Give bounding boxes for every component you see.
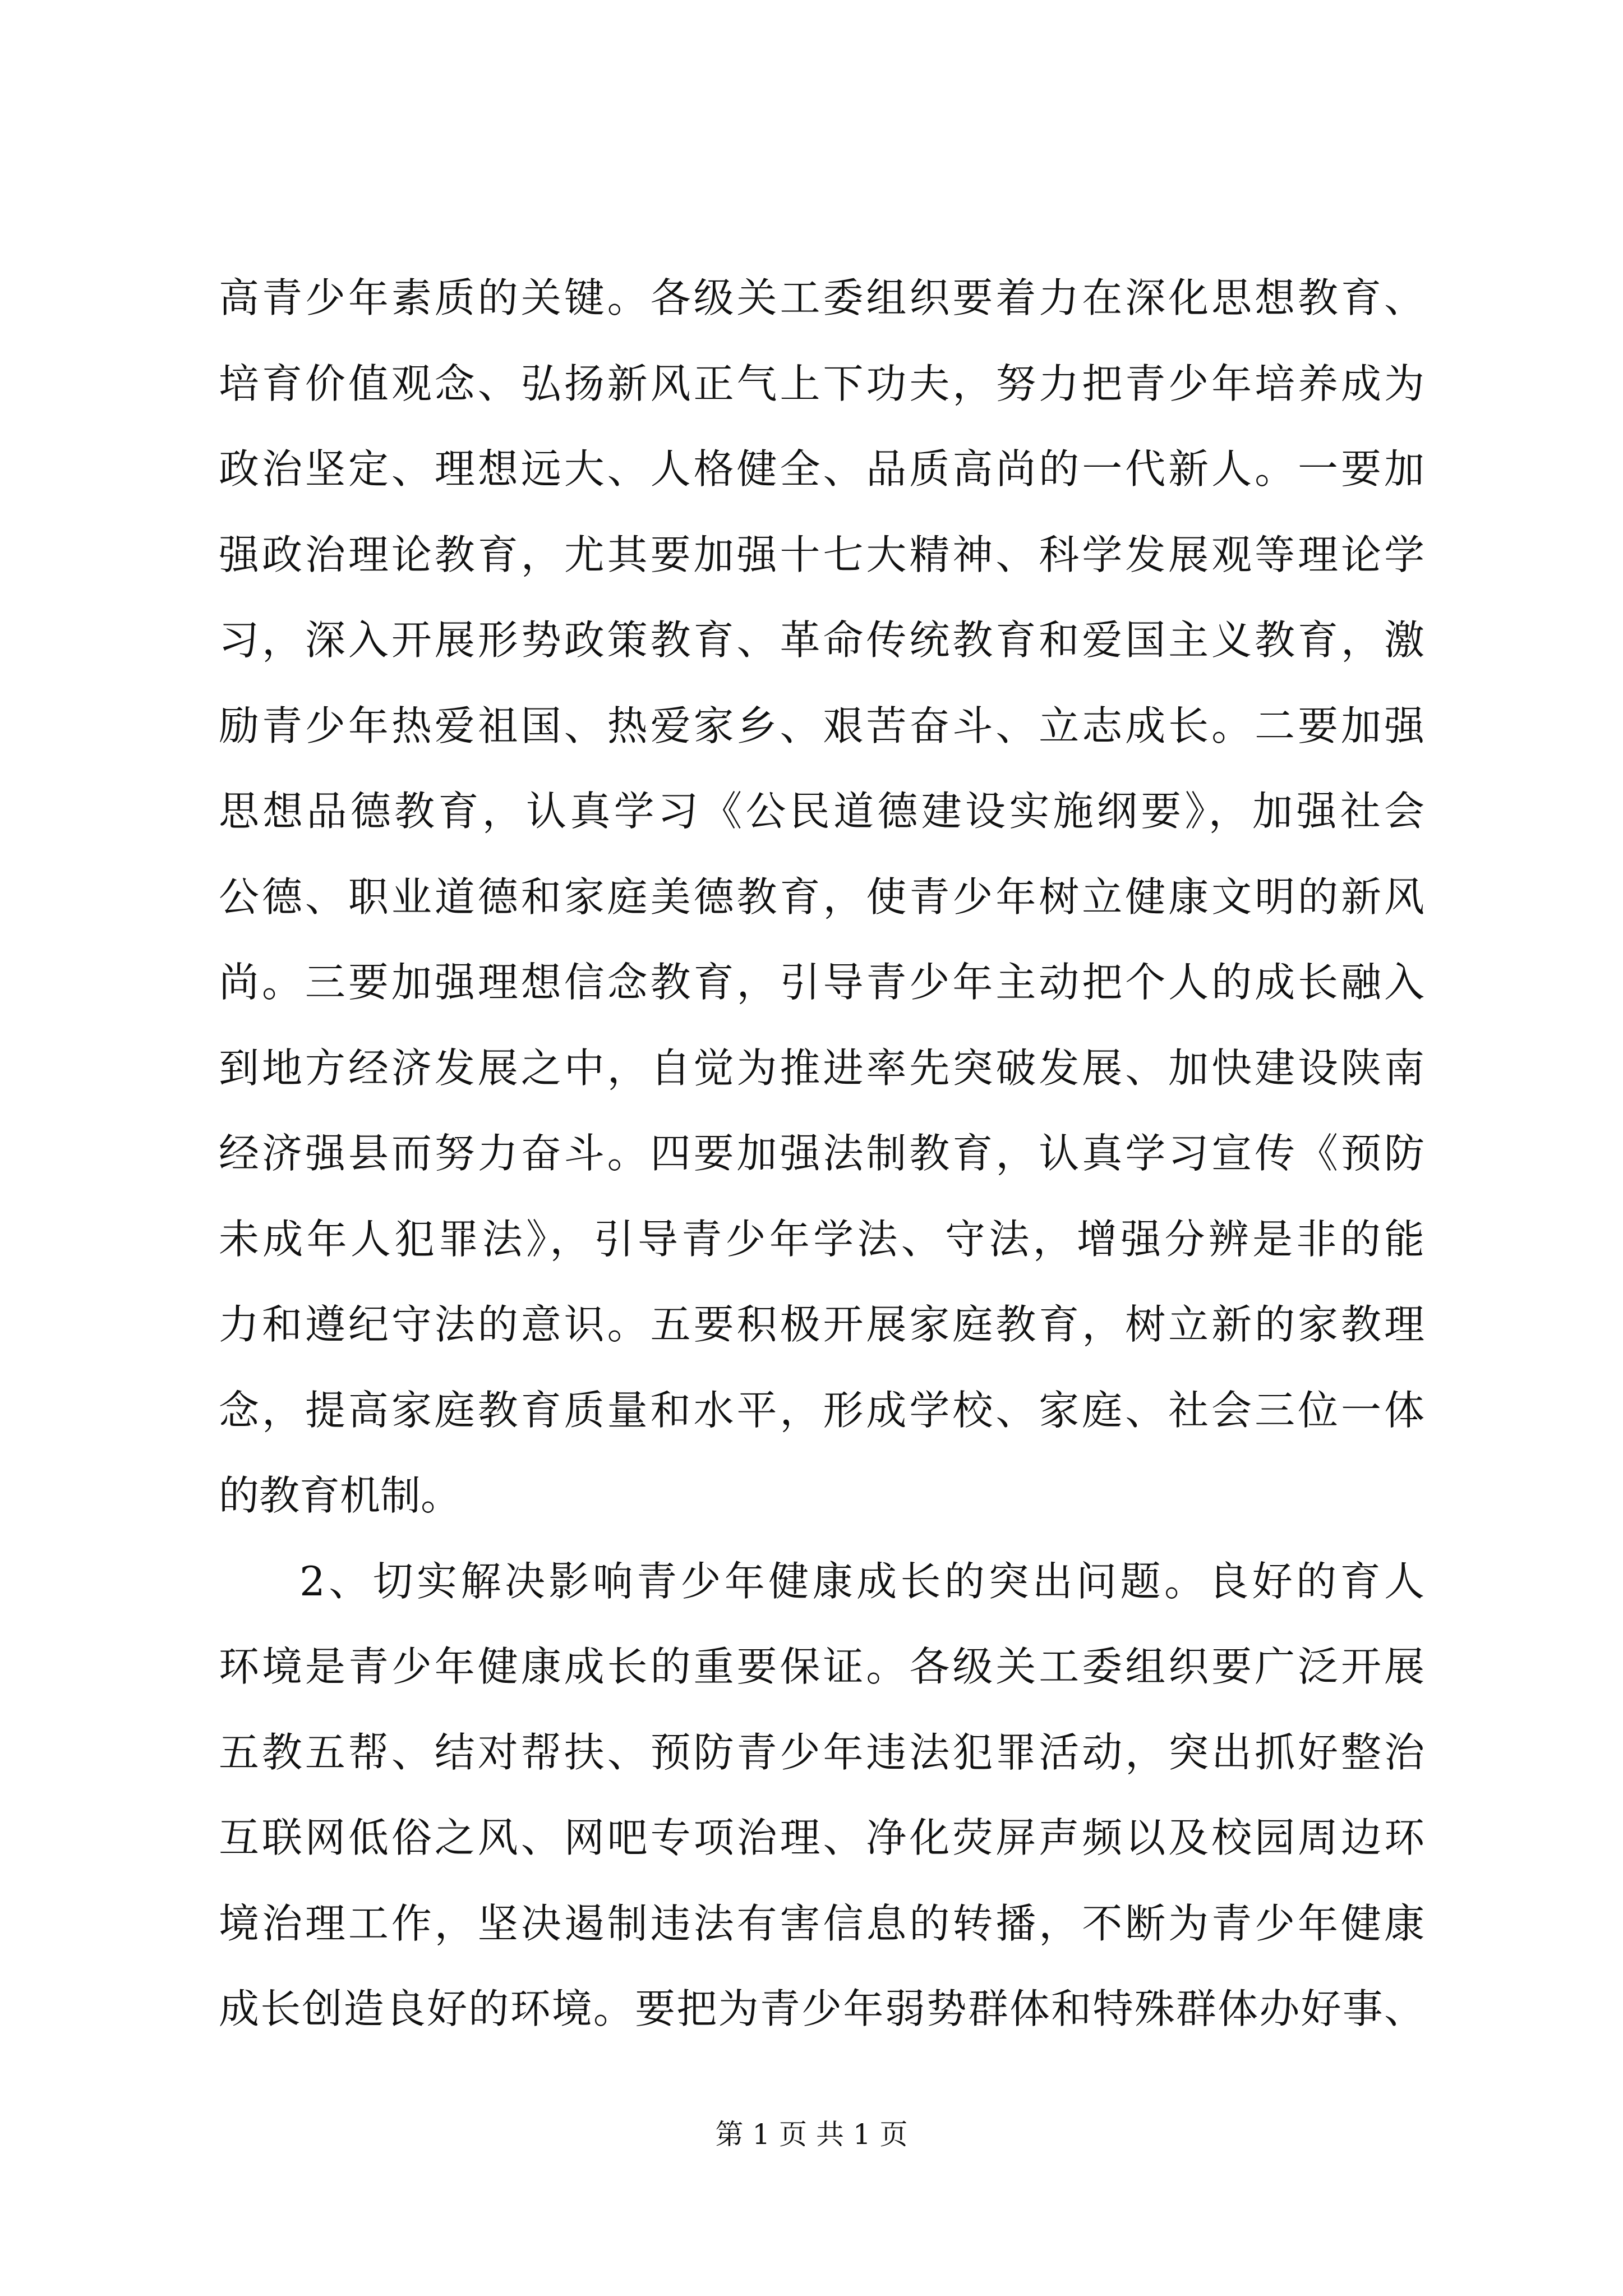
text-line: 尚。三要加强理想信念教育，引导青少年主动把个人的成长融入 bbox=[219, 959, 1424, 1006]
text-line: 五教五帮、结对帮扶、预防青少年违法犯罪活动，突出抓好整治 bbox=[219, 1728, 1424, 1776]
text-line: 环境是青少年健康成长的重要保证。各级关工委组织要广泛开展 bbox=[219, 1643, 1424, 1690]
text-line: 思想品德教育，认真学习《公民道德建设实施纲要》，加强社会 bbox=[219, 788, 1424, 835]
text-line: 政治坚定、理想远大、人格健全、品质高尚的一代新人。一要加 bbox=[219, 445, 1424, 493]
text-line: 习，深入开展形势政策教育、革命传统教育和爱国主义教育，激 bbox=[219, 616, 1424, 664]
paragraph-start-line: 2、切实解决影响青少年健康成长的突出问题。良好的育人 bbox=[299, 1557, 1424, 1605]
text-line: 的教育机制。 bbox=[219, 1472, 462, 1519]
text-line: 互联网低俗之风、网吧专项治理、净化荧屏声频以及校园周边环 bbox=[219, 1814, 1424, 1861]
text-line: 到地方经济发展之中，自觉为推进率先突破发展、加快建设陕南 bbox=[219, 1044, 1424, 1092]
text-line: 高青少年素质的关键。各级关工委组织要着力在深化思想教育、 bbox=[219, 274, 1424, 321]
text-line: 培育价值观念、弘扬新风正气上下功夫，努力把青少年培养成为 bbox=[219, 360, 1424, 407]
text-line: 成长创造良好的环境。要把为青少年弱势群体和特殊群体办好事、 bbox=[219, 1985, 1424, 2032]
text-line: 未成年人犯罪法》，引导青少年学法、守法，增强分辨是非的能 bbox=[219, 1215, 1424, 1263]
document-body bbox=[219, 255, 1424, 2052]
text-line: 经济强县而努力奋斗。四要加强法制教育，认真学习宣传《预防 bbox=[219, 1130, 1424, 1177]
text-line: 强政治理论教育，尤其要加强十七大精神、科学发展观等理论学 bbox=[219, 531, 1424, 578]
text-line: 励青少年热爱祖国、热爱家乡、艰苦奋斗、立志成长。二要加强 bbox=[219, 702, 1424, 749]
text-line: 念，提高家庭教育质量和水平，形成学校、家庭、社会三位一体 bbox=[219, 1386, 1424, 1434]
text-line: 公德、职业道德和家庭美德教育，使青少年树立健康文明的新风 bbox=[219, 873, 1424, 921]
text-line: 力和遵纪守法的意识。五要积极开展家庭教育，树立新的家教理 bbox=[219, 1301, 1424, 1348]
text-line: 境治理工作，坚决遏制违法有害信息的转播，不断为青少年健康 bbox=[219, 1899, 1424, 1947]
page-footer: 第 1 页 共 1 页 bbox=[715, 2118, 908, 2151]
